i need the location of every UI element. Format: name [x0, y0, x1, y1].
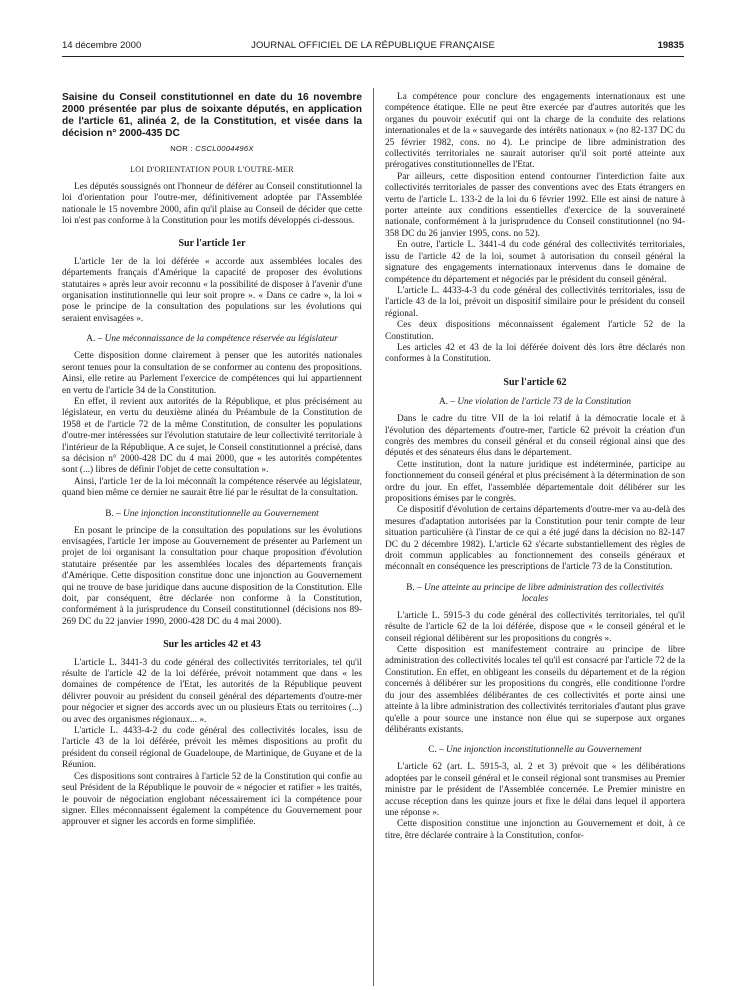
intro-paragraph: Les députés soussignés ont l'honneur de déférer au Conseil constitutionnel la loi d'orientation pour l'outre-mer, définitivement adoptée par l'Assemblée nationale le 15 novembre 2000, afin qu'il plaise au Conseil de décider que cette loi n'est pas conforme à la Constitution pour les motifs développés ci-dessous. [62, 181, 362, 227]
law-title: LOI D'ORIENTATION POUR L'OUTRE-MER [130, 165, 294, 175]
subheading-a [76, 334, 348, 345]
subheading-c [399, 745, 671, 756]
nor-code: CSCL0004496X [195, 144, 254, 153]
paragraph: Ce dispositif d'évolution de certains départements d'outre-mer va au-delà des mesures d'adaptation autorisées par la Constitution pour tenir compte de leur situation particulière (à l'instar de ce qui a été jugé dans la décision no 82-147 DC du 2 décembre 1982). L'article 62 s'écarte substantiellement des règles de droit commun applicables au fonctionnement des conseils généraux et méconnaît en conséquence les prescriptions de l'article 73 de la Constitution. [385, 505, 685, 573]
header-rule [62, 56, 684, 57]
heading-articles-42-43: Sur les articles 42 et 43 [163, 639, 261, 651]
paragraph: Cette disposition est manifestement contraire au principe de libre administration des collectivités locales tel qu'il est consacré par l'article 72 de la Constitution. En effet, en obligeant les conseils du département et de la région concernés à délibérer sur les propositions du congrès, elle conditionne l'ordre du jour des assemblées délibérantes de ces collectivités et porte ainsi une atteinte à la libre administration des collectivités territoriales d'autant plus grave qu'elle a pour source une instance non élue qui se superpose aux organes délibérants existants. [385, 645, 685, 735]
paragraph: Les articles 42 et 43 de la loi déférée doivent dès lors être déclarés non conformes à la Constitution. [385, 342, 685, 365]
nor-reference [62, 143, 362, 154]
paragraph: Dans le cadre du titre VII de la loi relatif à la démocratie locale et à l'évolution des départements d'outre-mer, l'article 62 prévoit la création d'un congrès des membres du conseil général et du conseil régional ainsi que des députés et des sénateurs élus dans le département. [385, 414, 685, 459]
subheading-a [399, 397, 671, 408]
heading-article-62: Sur l'article 62 [503, 376, 567, 388]
subheading-b [399, 583, 671, 605]
paragraph: L'article L. 5915-3 du code général des collectivités territoriales, tel qu'il résulte de l'article 62 de la loi déférée, dispose que « le conseil général et le conseil régional délibèrent sur les propositions du congrès ». [385, 610, 685, 644]
paragraph: L'article 1er de la loi déférée « accorde aux assemblées locales des départements français d'Amérique la capacité de proposer des évolutions statutaires » après leur avoir reconnu « la possibilité de disposer à l'avenir d'une organisation institutionnelle qui leur soit propre ». « Dans ce cadre », la loi « pose le principe de la consultation des populations sur les évolutions qui seraient envisagées ». [62, 256, 362, 324]
subheading-prefix: A. – [86, 334, 103, 345]
paragraph: En effet, il revient aux autorités de la République, et plus précisément au législateur, en vertu du deuxième alinéa du Préambule de la Constitution de 1958 et de l'article 72 de la même Constitution, de consulter les populations d'outre-mer intéressées sur l'évolution statutaire de leur collectivité territoriale à l'intérieur de la République. A ce sujet, le Conseil constitutionnel a précisé, dans sa décision n° 2000-428 DC du 4 mai 2000, que « les autorités compétentes sont (...) libres de définir l'objet de cette consultation ». [62, 396, 362, 476]
paragraph: L'article L. 3441-3 du code général des collectivités territoriales, tel qu'il résulte de l'article 42 de la loi déférée, prévoit notamment que dans « les domaines de compétence de l'Etat, les autorités de la République peuvent délivrer pouvoir au président du conseil général des départements d'outre-mer pour négocier et signer des accords avec un ou plusieurs Etats ou territoires (...) ou avec des organismes régionaux... ». [62, 657, 362, 725]
subheading-prefix: B. – [406, 582, 422, 593]
column-divider [373, 88, 374, 986]
subheading-title: Une méconnaissance de la compétence réservée au législateur [104, 334, 338, 345]
paragraph: Par ailleurs, cette disposition entend contourner l'interdiction faite aux collectivités territoriales de passer des conventions avec des Etats étrangers en vertu de l'article L. 133-2 de la loi du 6 février 1992. Elle est ainsi de nature à porter atteinte aux conditions essentielles d'exercice de la souveraineté nationale, conformément à la jurisprudence du Conseil constitutionnel (no 94-358 DC du 26 janvier 1995, cons. no 52). [385, 171, 685, 239]
header-page-number: 19835 [657, 40, 684, 51]
paragraph: L'article L. 4433-4-3 du code général des collectivités territoriales, issu de l'article 43 de la loi, prévoit un dispositif similaire pour le président du conseil régional. [385, 285, 685, 319]
subheading-prefix: C. – [428, 745, 444, 756]
paragraph: L'article L. 4433-4-2 du code général des collectivités locales, issu de l'article 43 de la loi déférée, prévoit les mêmes dispositions au profit du président du conseil régional de Guadeloupe, de Martinique, de Guyane et de la Réunion. [62, 726, 362, 771]
subheading-title: Une violation de l'article 73 de la Constitution [457, 397, 632, 408]
subheading-prefix: B. – [105, 508, 121, 519]
right-column [385, 92, 685, 842]
header-journal-title: JOURNAL OFFICIEL DE LA RÉPUBLIQUE FRANÇAISE [251, 40, 495, 51]
subheading-prefix: A. – [438, 397, 455, 408]
paragraph: En outre, l'article L. 3441-4 du code général des collectivités territoriales, issu de l'article 42 de la loi, soumet à autorisation du conseil général la signature des engagements internationaux intervenus dans le domaine de compétence du département et négociés par le président du conseil général. [385, 240, 685, 285]
page-header [62, 40, 684, 54]
subheading-title: Une injonction inconstitutionnelle au Gouvernement [446, 745, 642, 756]
subheading-title: Une atteinte au principe de libre administration des collectivités locales [424, 582, 664, 604]
paragraph: Cette disposition donne clairement à penser que les autorités nationales seront tenues pour la consultation de se conformer au contenu des propositions. Ainsi, elle retire au Parlement l'exercice de compétences qui lui appartiennent en vertu de l'article 34 de la Constitution. [62, 351, 362, 396]
paragraph: En posant le principe de la consultation des populations sur les évolutions envisagées, l'article 1er impose au Gouvernement de présenter au Parlement un projet de loi organisant la consultation pour chaque proposition d'évolution statutaire présentée par les assemblées locales des départements français d'Amérique. Cette disposition constitue donc une injonction au Gouvernement qui ne trouve de base juridique dans aucune disposition de la Constitution. Elle doit, par conséquent, être déclarée non conforme à la Constitution, conformément à la jurisprudence du Conseil constitutionnel (décisions nos 89-269 DC du 22 janvier 1990, 2000-428 DC du 4 mai 2000). [62, 525, 362, 627]
paragraph: Ces deux dispositions méconnaissent également l'article 52 de la Constitution. [385, 320, 685, 342]
paragraph: L'article 62 (art. L. 5915-3, al. 2 et 3) prévoit que « les délibérations adoptées par le conseil général et le conseil régional sont transmises au Premier ministre par le président de l'Assemblée concernée. Le Premier ministre en accuse réception dans les quinze jours et fixe le délai dans lequel il apportera une réponse ». [385, 762, 685, 818]
nor-label: NOR : [170, 144, 193, 153]
left-column [62, 92, 362, 829]
saisine-title: Saisine du Conseil constitutionnel en date du 16 novembre 2000 présentée par plus de soixante députés, en application de l'article 61, alinéa 2, de la Constitution, et visée dans la décision n° 2000-435 DC [62, 92, 362, 139]
heading-article-1: Sur l'article 1er [178, 238, 246, 250]
paragraph: Cette disposition constitue une injonction au Gouvernement et doit, à ce titre, être déclarée contraire à la Constitution, confor- [385, 819, 685, 841]
subheading-title: Une injonction inconstitutionnelle au Gouvernement [123, 508, 319, 519]
paragraph: Cette institution, dont la nature juridique est indéterminée, participe au fonctionnement du conseil général et plus précisément à la détermination de son ordre du jour. En effet, l'assemblée départementale doit délibérer sur les propositions émises par le congrès. [385, 459, 685, 504]
paragraph: Ces dispositions sont contraires à l'article 52 de la Constitution qui confie au seul Président de la République le pouvoir de « négocier et ratifier » les traités, le pouvoir de négociation englobant nécessairement ici la compétence pour signer. Elles méconnaissent également la compétence du Gouvernement pour approuver et signer les accords en forme simplifiée. [62, 771, 362, 828]
header-date: 14 décembre 2000 [62, 40, 142, 51]
subheading-b [76, 509, 348, 520]
paragraph: Ainsi, l'article 1er de la loi méconnaît la compétence réservée au législateur, quand bien même ce dernier ne saurait être lié par le résultat de la consultation. [62, 476, 362, 499]
paragraph: La compétence pour conclure des engagements internationaux est une compétence étatique. Elle ne peut être exercée par d'autres autorités que les organes du pouvoir exécutif qui ont la charge de la conduite des relations internationales et de la « sauvegarde des intérêts nationaux » (no 82-137 DC du 25 février 1982, cons. no 4). Le principe de libre administration des collectivités territoriales ne saurait autoriser qu'il soit porté atteinte aux prérogatives constitutionnelles de l'Etat. [385, 92, 685, 171]
